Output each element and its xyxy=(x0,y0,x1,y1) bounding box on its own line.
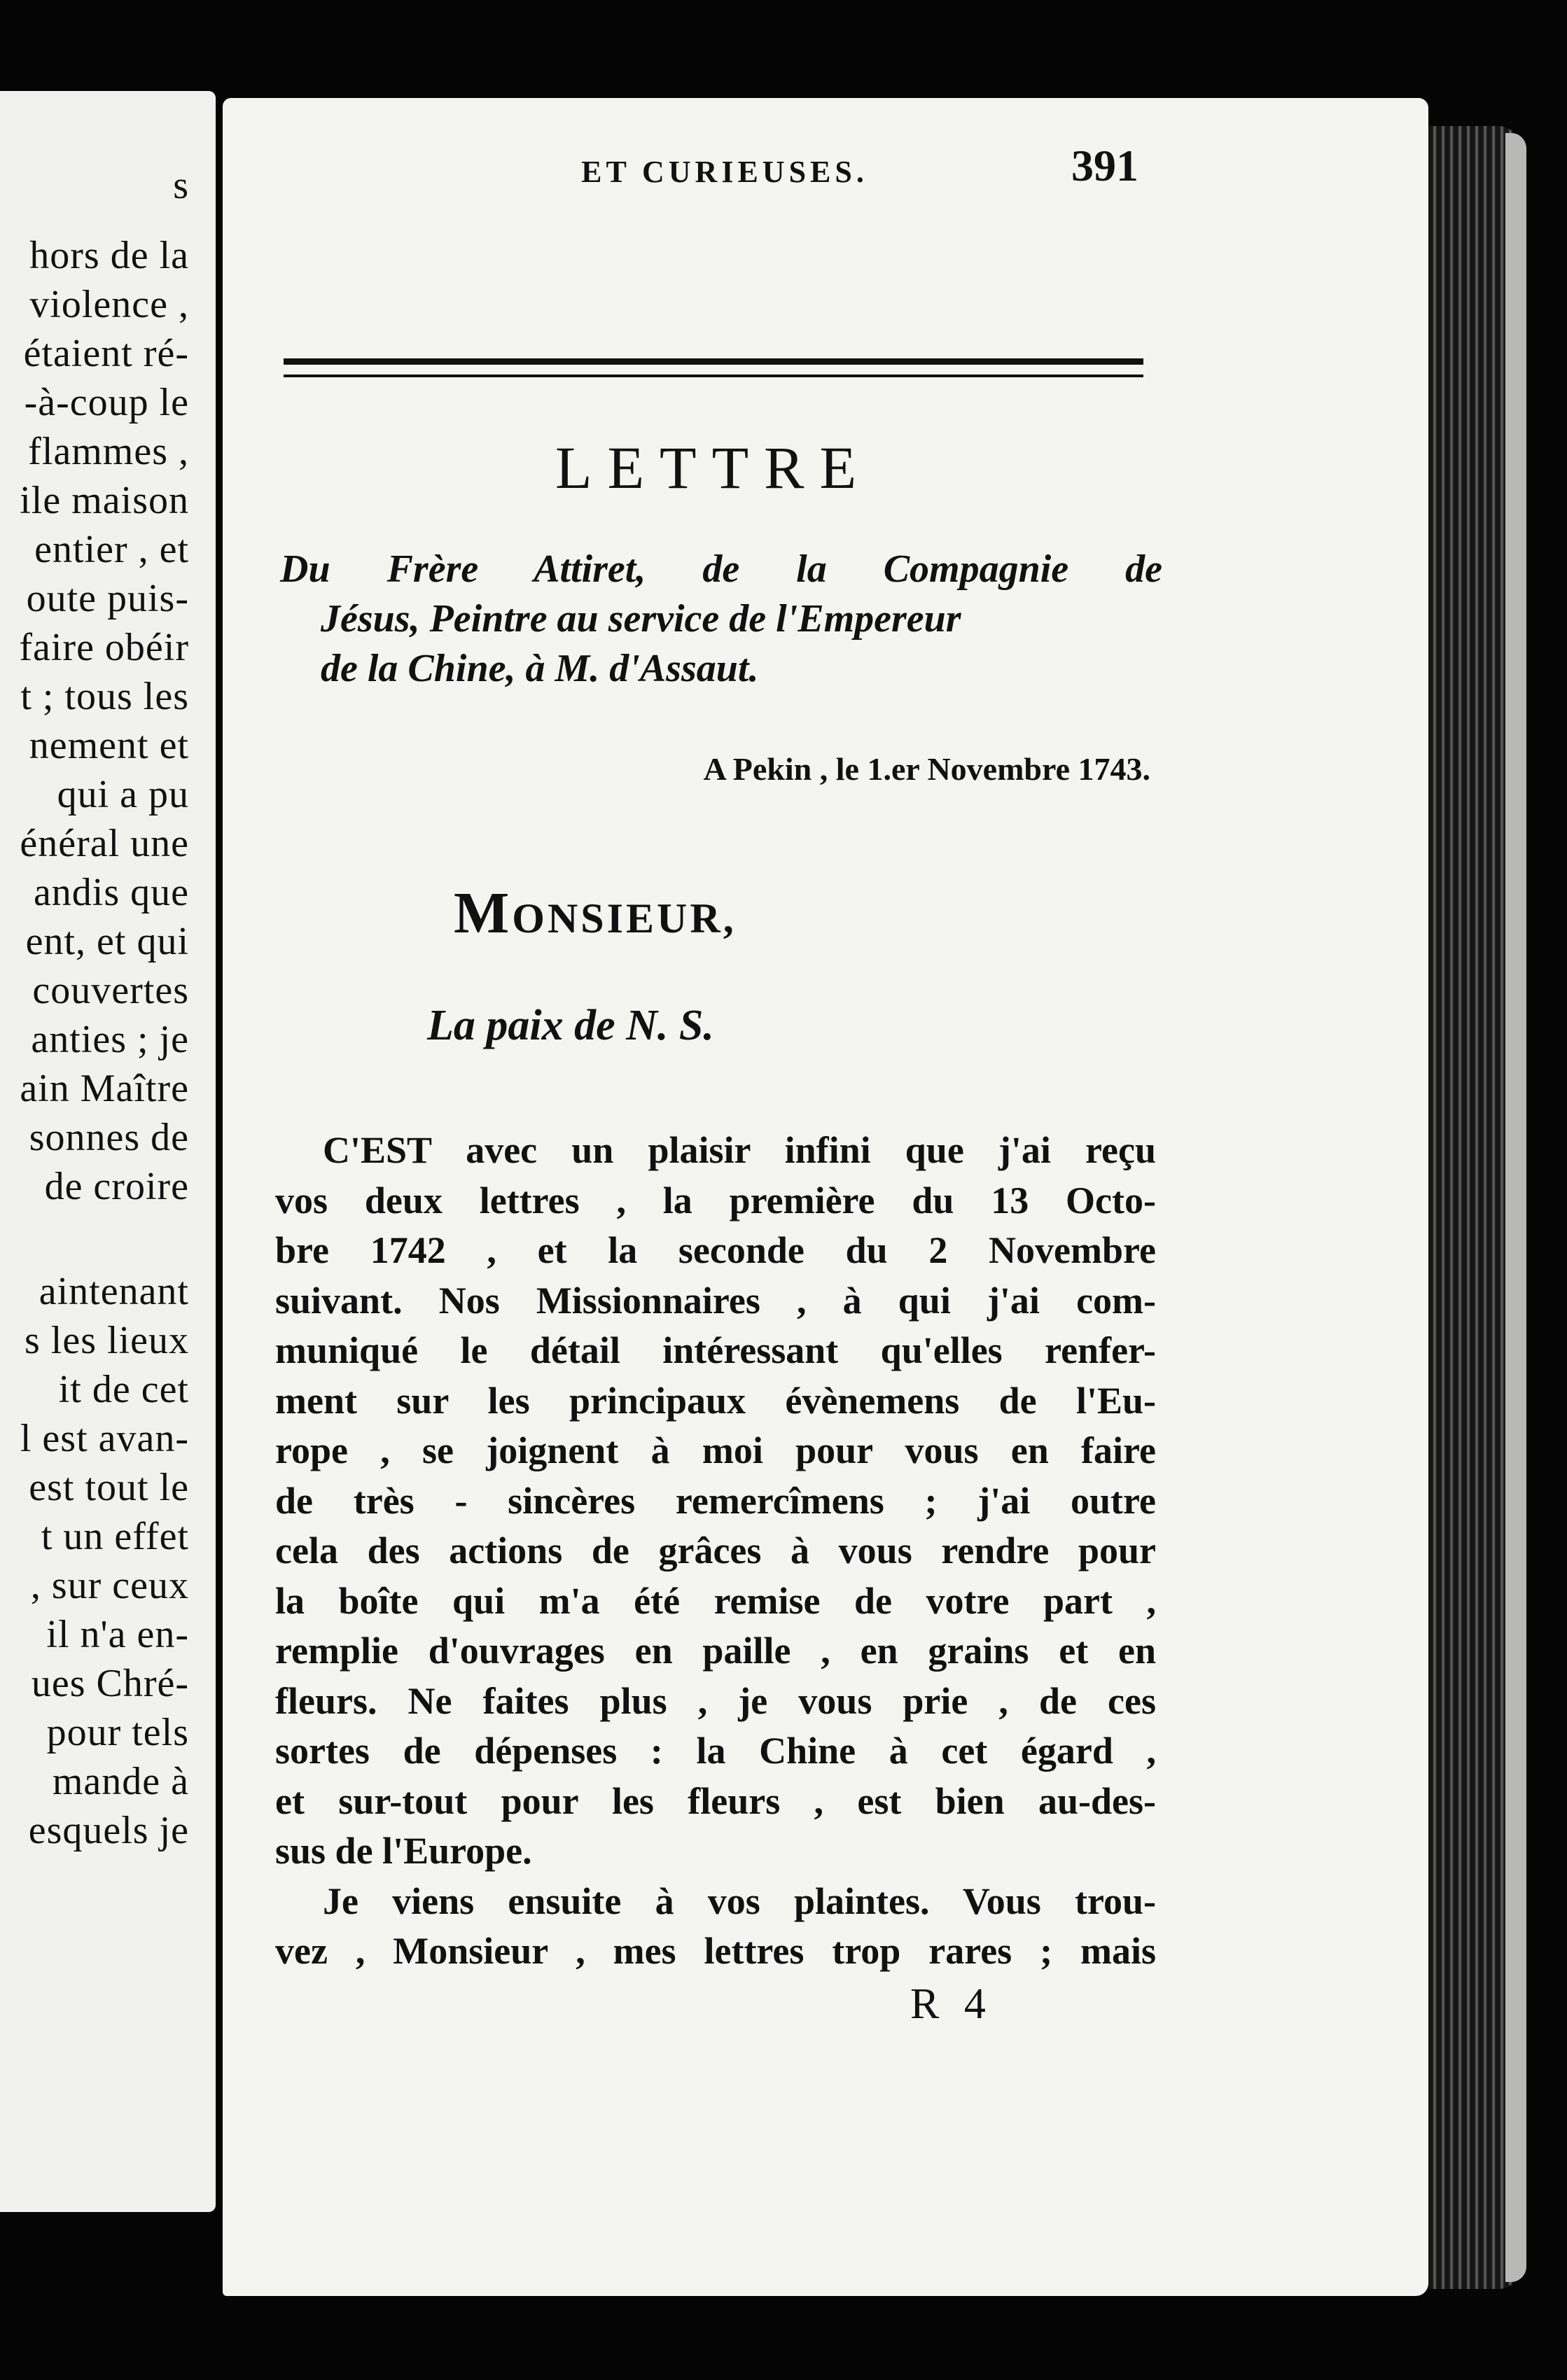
body-line: la boîte qui m'a été remise de votre part , xyxy=(275,1579,1156,1622)
left-line: l est avan- xyxy=(20,1417,189,1460)
body-line: rope , se joignent à moi pour vous en faire xyxy=(275,1429,1156,1471)
left-line: anties ; je xyxy=(31,1018,189,1061)
body-line: suivant. Nos Missionnaires , à qui j'ai com- xyxy=(275,1279,1156,1322)
left-line: faire obéir xyxy=(19,626,189,669)
letter-subtitle xyxy=(280,545,1162,694)
left-line: de croire xyxy=(44,1165,189,1208)
body-line: ment sur les principaux évènemens de l'Eu- xyxy=(275,1379,1156,1422)
body-line: sortes de dépenses : la Chine à cet égard , xyxy=(275,1730,1156,1772)
left-page xyxy=(0,91,216,2212)
left-line: est tout le xyxy=(29,1466,189,1509)
greeting: La paix de N. S. xyxy=(427,1002,714,1049)
dateline: A Pekin , le 1.er Novembre 1743. xyxy=(703,751,1150,787)
letter-body xyxy=(275,1126,1156,1977)
left-line: ile maison xyxy=(20,479,189,522)
body-line: vez , Monsieur , mes lettres trop rares ; mais xyxy=(275,1930,1156,1972)
left-line: s les lieux xyxy=(25,1319,189,1362)
body-line: Je viens ensuite à vos plaintes. Vous trou- xyxy=(323,1879,1156,1922)
left-line: , sur ceux xyxy=(30,1564,189,1607)
left-line: sonnes de xyxy=(29,1116,189,1159)
book-edge-rim xyxy=(1505,133,1526,2282)
subtitle-line: Du Frère Attiret, de la Compagnie de xyxy=(280,547,1162,591)
body-line: C'EST avec un plaisir infini que j'ai reçu xyxy=(323,1129,1156,1171)
left-line: entier , et xyxy=(34,528,189,571)
body-line: et sur-tout pour les fleurs , est bien au-des- xyxy=(275,1779,1156,1822)
left-line: t ; tous les xyxy=(20,675,189,718)
left-line: il n'a en- xyxy=(46,1613,189,1656)
body-line: fleurs. Ne faites plus , je vous prie , de ces xyxy=(275,1679,1156,1722)
left-line: flammes , xyxy=(28,430,189,473)
subtitle-line: Jésus, Peintre au service de l'Empereur xyxy=(321,597,961,640)
left-line: t un effet xyxy=(41,1515,189,1558)
body-line: vos deux lettres , la première du 13 Octo- xyxy=(275,1179,1156,1222)
left-line: aintenant xyxy=(39,1270,189,1313)
left-line: mande à xyxy=(52,1760,189,1803)
salutation-initial: M xyxy=(454,881,513,946)
body-line: remplie d'ouvrages en paille , en grains et en xyxy=(275,1630,1156,1672)
left-line: violence , xyxy=(29,283,189,326)
left-line: étaient ré- xyxy=(23,332,189,375)
body-line: muniqué le détail intéressant qu'elles renfer- xyxy=(275,1329,1156,1371)
salutation xyxy=(454,879,737,947)
left-line: it de cet xyxy=(58,1368,189,1411)
left-line: -à-coup le xyxy=(24,381,189,424)
left-line: énéral une xyxy=(20,822,189,865)
body-line: cela des actions de grâces à vous rendre pour xyxy=(275,1530,1156,1572)
left-line: couvertes xyxy=(32,969,189,1012)
body-line: sus de l'Europe. xyxy=(275,1830,532,1872)
header-double-rule xyxy=(284,358,1143,377)
salutation-rest: ONSIEUR, xyxy=(512,895,737,941)
left-line: pour tels xyxy=(46,1711,189,1754)
page-number: 391 xyxy=(1071,141,1138,190)
left-line: ain Maître xyxy=(20,1067,189,1110)
body-line: bre 1742 , et la seconde du 2 Novembre xyxy=(275,1229,1156,1271)
left-line: nement et xyxy=(29,724,189,767)
left-line: oute puis- xyxy=(26,577,189,620)
left-line: hors de la xyxy=(29,234,189,277)
left-line: esquels je xyxy=(28,1809,189,1852)
left-line: qui a pu xyxy=(57,773,189,816)
left-line: andis que xyxy=(33,871,189,914)
body-line: de très - sincères remercîmens ; j'ai outre xyxy=(275,1479,1156,1522)
left-line: s xyxy=(173,164,189,207)
letter-title: LETTRE xyxy=(555,434,872,501)
signature-mark: R 4 xyxy=(910,1980,993,2028)
left-line: ues Chré- xyxy=(31,1662,189,1705)
left-line: ent, et qui xyxy=(25,920,189,963)
subtitle-line: de la Chine, à M. d'Assaut. xyxy=(321,647,759,690)
running-head: ET CURIEUSES. xyxy=(581,155,868,189)
